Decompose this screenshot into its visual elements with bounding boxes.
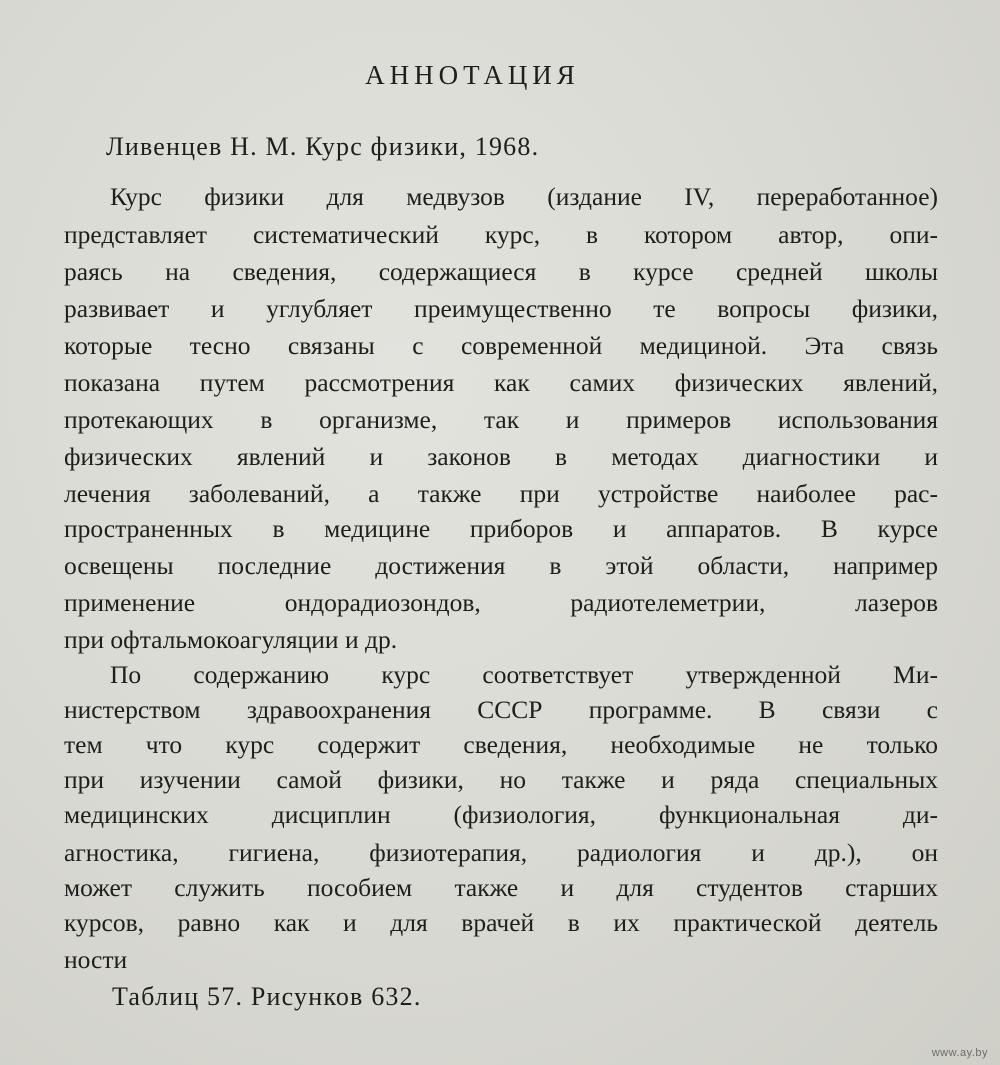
text-line: нистерством здравоохранения СССР программе. В связи с bbox=[64, 695, 938, 724]
text-line: курсов, равно как и для врачей в их практической деятель bbox=[64, 908, 938, 937]
text-line: может служить пособием также и для студентов старших bbox=[64, 873, 938, 902]
text-line: По содержанию курс соответствует утвержденной Ми- bbox=[110, 660, 938, 689]
text-line: пространенных в медицине приборов и аппаратов. В курсе bbox=[64, 514, 938, 543]
site-watermark: www.ay.by bbox=[931, 1047, 988, 1059]
text-line: развивает и углубляет преимущественно те вопросы физики, bbox=[64, 294, 938, 323]
text-line: представляет систематический курс, в котором автор, опи- bbox=[64, 220, 938, 249]
text-line: применение ондорадиозондов, радиотелеметрии, лазеров bbox=[64, 588, 938, 617]
text-line: освещены последние достижения в этой области, например bbox=[64, 551, 938, 580]
text-line: физических явлений и законов в методах диагностики и bbox=[64, 442, 938, 471]
text-line: Курс физики для медвузов (издание IV, переработанное) bbox=[110, 182, 938, 211]
text-line: протекающих в организме, так и примеров использования bbox=[64, 405, 938, 434]
text-line: которые тесно связаны с современной медициной. Эта связь bbox=[64, 331, 938, 360]
bibliographic-citation: Ливенцев Н. М. Курс физики, 1968. bbox=[106, 132, 540, 161]
text-line: показана путем рассмотрения как самих физических явлений, bbox=[64, 368, 938, 397]
text-line: при офтальмокоагуляции и др. bbox=[64, 625, 398, 654]
text-line: лечения заболеваний, а также при устройстве наиболее рас- bbox=[64, 479, 938, 508]
text-line: при изучении самой физики, но также и ряда специальных bbox=[64, 765, 938, 794]
text-line: ности bbox=[64, 945, 128, 974]
text-line: раясь на сведения, содержащиеся в курсе средней школы bbox=[64, 257, 938, 286]
annotation-heading: АННОТАЦИЯ bbox=[365, 60, 580, 90]
text-line: медицинских дисциплин (физиология, функциональная ди- bbox=[64, 800, 938, 829]
tables-figures-count: Таблиц 57. Рисунков 632. bbox=[112, 982, 422, 1011]
text-line: агностика, гигиена, физиотерапия, радиология и др.), он bbox=[64, 838, 938, 867]
text-line: тем что курс содержит сведения, необходимые не только bbox=[64, 730, 938, 759]
